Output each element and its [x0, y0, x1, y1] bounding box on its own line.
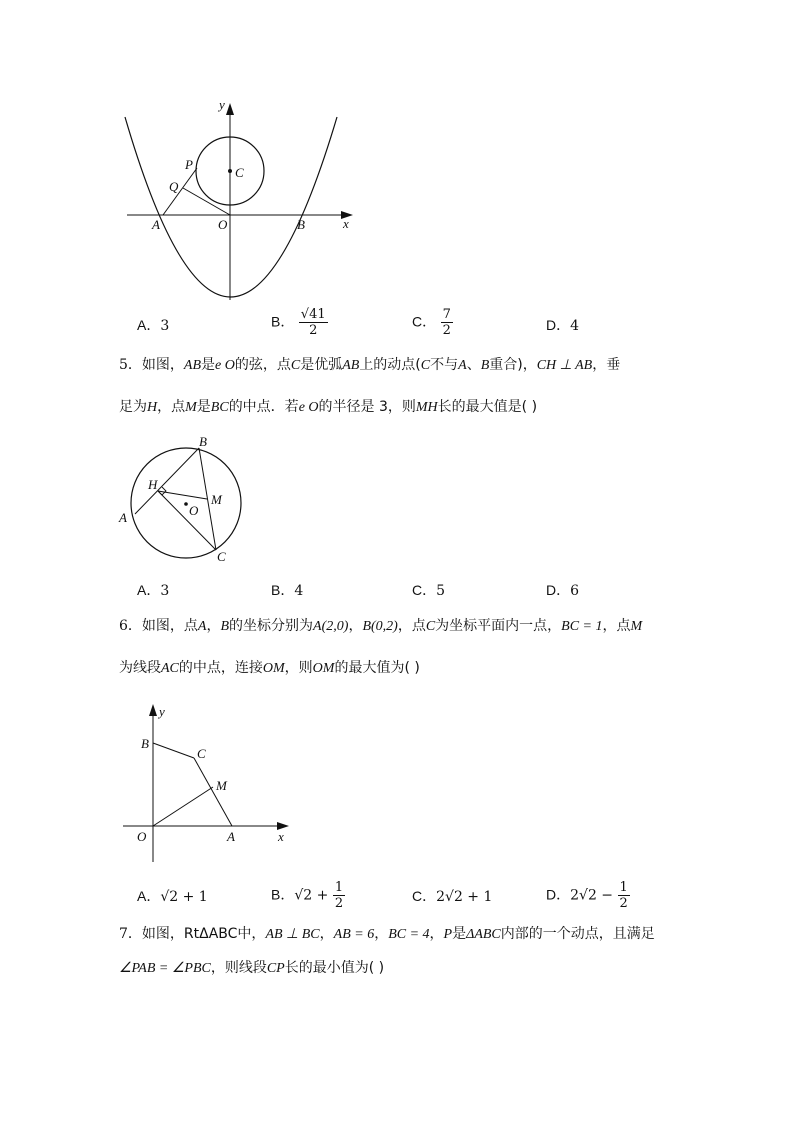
q5-label-o: O — [189, 503, 199, 518]
option-prefix: √2 + — [294, 887, 333, 904]
option-value: 4 — [294, 583, 304, 599]
math: C — [420, 358, 431, 373]
q6-option-a[interactable] — [137, 886, 208, 907]
text: 是 — [452, 926, 467, 942]
math: B(0,2) — [362, 619, 398, 634]
text: 为坐标平面内一点， — [435, 618, 562, 634]
question-number: 5． — [119, 357, 142, 373]
text: ， — [348, 618, 363, 634]
text: 如图，RtΔABC中， — [141, 926, 266, 942]
option-label: D． — [546, 582, 571, 598]
text: ， — [206, 618, 221, 634]
q4-option-d[interactable] — [546, 315, 579, 336]
option-value: 3 — [160, 318, 170, 334]
math: e O — [215, 358, 235, 373]
math: AB — [342, 358, 360, 373]
math: P — [443, 927, 453, 942]
q6-label-y: y — [159, 704, 165, 719]
text: 的中点．若 — [228, 399, 299, 415]
math: MH — [415, 400, 438, 415]
math: e O — [298, 400, 319, 415]
q5-option-a[interactable] — [137, 580, 169, 601]
math: BC = 4 — [388, 927, 430, 942]
option-label: D． — [546, 886, 571, 903]
option-value: √2 + 1 — [160, 889, 208, 905]
fraction — [333, 880, 345, 911]
math: A — [458, 358, 467, 373]
option-label: B． — [271, 582, 295, 598]
option-label: C． — [412, 888, 437, 904]
text: 如图，点 — [141, 618, 198, 634]
q6-y-arrow — [149, 704, 157, 716]
fraction-denominator: 2 — [442, 323, 451, 338]
q6-label-b: B — [141, 736, 149, 751]
text: ，垂 — [592, 357, 621, 373]
q5-label-c: C — [217, 549, 226, 564]
q6-label-m: M — [216, 778, 227, 793]
q4-label-a: A — [152, 217, 160, 232]
math: BC = 1 — [561, 619, 603, 634]
text: ， — [319, 926, 334, 942]
q5-label-h: H — [148, 477, 158, 492]
text: 长的最小值为( ) — [284, 960, 385, 976]
text: 足为 — [119, 399, 147, 415]
q6-option-c[interactable] — [412, 886, 492, 907]
q4-option-c[interactable] — [412, 307, 453, 338]
math: C — [425, 619, 436, 634]
math: C — [290, 358, 301, 373]
q5-label-a: A — [119, 510, 127, 525]
q6-line-1 — [119, 616, 642, 637]
q4-label-o: O — [218, 217, 228, 232]
fraction-numerator: √41 — [300, 307, 326, 322]
q4-option-a[interactable] — [137, 315, 169, 336]
option-label: C． — [412, 582, 437, 598]
text: ，则 — [284, 660, 313, 676]
q6-option-b[interactable] — [271, 880, 345, 911]
q4-option-b[interactable] — [271, 307, 328, 338]
text: 、 — [466, 357, 481, 373]
q6-line-2 — [119, 658, 420, 679]
option-value: 6 — [570, 583, 580, 599]
q6-label-a: A — [227, 829, 235, 844]
text: 的半径是 3，则 — [318, 399, 416, 415]
fraction-denominator: 2 — [309, 323, 318, 338]
q4-center-dot — [228, 169, 232, 173]
question-number: 6． — [119, 618, 142, 634]
math: B — [480, 358, 490, 373]
math: ΔABC — [466, 927, 501, 942]
q5-line-1 — [119, 355, 620, 376]
q6-label-c: C — [197, 746, 206, 761]
text: 如图， — [141, 357, 184, 373]
math: B — [220, 619, 230, 634]
math: ∠PAB = ∠PBC — [119, 961, 211, 976]
text: 的最大值为( ) — [334, 660, 420, 676]
text: ，点 — [602, 618, 631, 634]
option-label: B． — [271, 313, 295, 330]
q5-figure — [115, 432, 255, 567]
text: 的中点，连接 — [178, 660, 263, 676]
q4-label-b: B — [297, 217, 305, 232]
q5-label-b: B — [199, 434, 207, 449]
option-prefix: 2√2 − — [570, 887, 618, 904]
text: 为线段 — [119, 660, 161, 676]
question-number: 7． — [119, 926, 142, 942]
math: A(2,0) — [313, 619, 349, 634]
q7-line-2 — [119, 958, 384, 979]
fraction — [441, 307, 453, 338]
fraction — [299, 307, 328, 338]
fraction-numerator: 1 — [334, 880, 344, 895]
q6-figure — [115, 700, 300, 865]
math: OM — [312, 661, 335, 676]
text: ，点 — [397, 618, 426, 634]
fraction-denominator: 2 — [619, 896, 628, 911]
math: M — [630, 619, 643, 634]
math: AB ⊥ BC — [265, 927, 320, 942]
q7-line-1 — [119, 924, 655, 945]
math: AB — [183, 358, 202, 373]
option-value: 5 — [436, 583, 446, 599]
option-label: A． — [137, 582, 161, 598]
q6-option-d[interactable] — [546, 880, 630, 911]
math: OM — [262, 661, 285, 676]
q4-figure — [115, 95, 365, 310]
text: 不与 — [430, 357, 459, 373]
text: 的坐标分别为 — [229, 618, 314, 634]
option-label: B． — [271, 886, 295, 903]
q5-option-d[interactable] — [546, 580, 579, 601]
option-value: 2√2 + 1 — [436, 889, 493, 905]
math: CP — [266, 961, 285, 976]
text: 是优弧 — [300, 357, 343, 373]
text: 重合)， — [489, 357, 537, 373]
math: AC — [161, 661, 179, 676]
option-label: C． — [412, 313, 437, 330]
text: ， — [374, 926, 389, 942]
text: ，点 — [157, 399, 186, 415]
fraction-numerator: 7 — [442, 307, 451, 322]
q6-label-x: x — [278, 829, 284, 844]
text: 是 — [201, 357, 216, 373]
text: 的弦，点 — [234, 357, 291, 373]
text: 上的动点( — [359, 357, 421, 373]
q4-label-y: y — [219, 97, 225, 112]
math: BC — [210, 400, 229, 415]
text: 内部的一个动点，且满足 — [500, 926, 655, 942]
fraction-numerator: 1 — [619, 880, 628, 895]
option-value: 3 — [160, 583, 170, 599]
q5-line-2 — [119, 397, 537, 418]
q6-label-o: O — [137, 829, 147, 844]
text: ， — [429, 926, 444, 942]
q4-parabola — [125, 117, 337, 297]
text: ，则线段 — [210, 960, 267, 976]
math: H — [147, 400, 158, 415]
fraction — [618, 880, 630, 911]
q5-option-c[interactable] — [412, 580, 445, 601]
text: 是 — [196, 399, 211, 415]
q4-label-p: P — [185, 157, 193, 172]
text: 长的最大值是( ) — [437, 399, 538, 415]
option-label: A． — [137, 317, 161, 333]
q4-label-x: x — [343, 216, 349, 231]
math: A — [197, 619, 207, 634]
math: CH ⊥ AB — [536, 358, 593, 373]
option-label: D． — [546, 317, 571, 333]
math: M — [185, 400, 197, 415]
math: AB = 6 — [333, 927, 375, 942]
option-value: 4 — [570, 318, 580, 334]
q5-label-m: M — [211, 492, 222, 507]
q4-label-c: C — [235, 165, 244, 180]
q4-label-q: Q — [169, 179, 179, 194]
fraction-denominator: 2 — [334, 896, 344, 911]
q4-y-arrow — [226, 103, 234, 115]
option-label: A． — [137, 888, 161, 904]
q5-option-b[interactable] — [271, 580, 303, 601]
q5-center-dot — [184, 502, 188, 506]
